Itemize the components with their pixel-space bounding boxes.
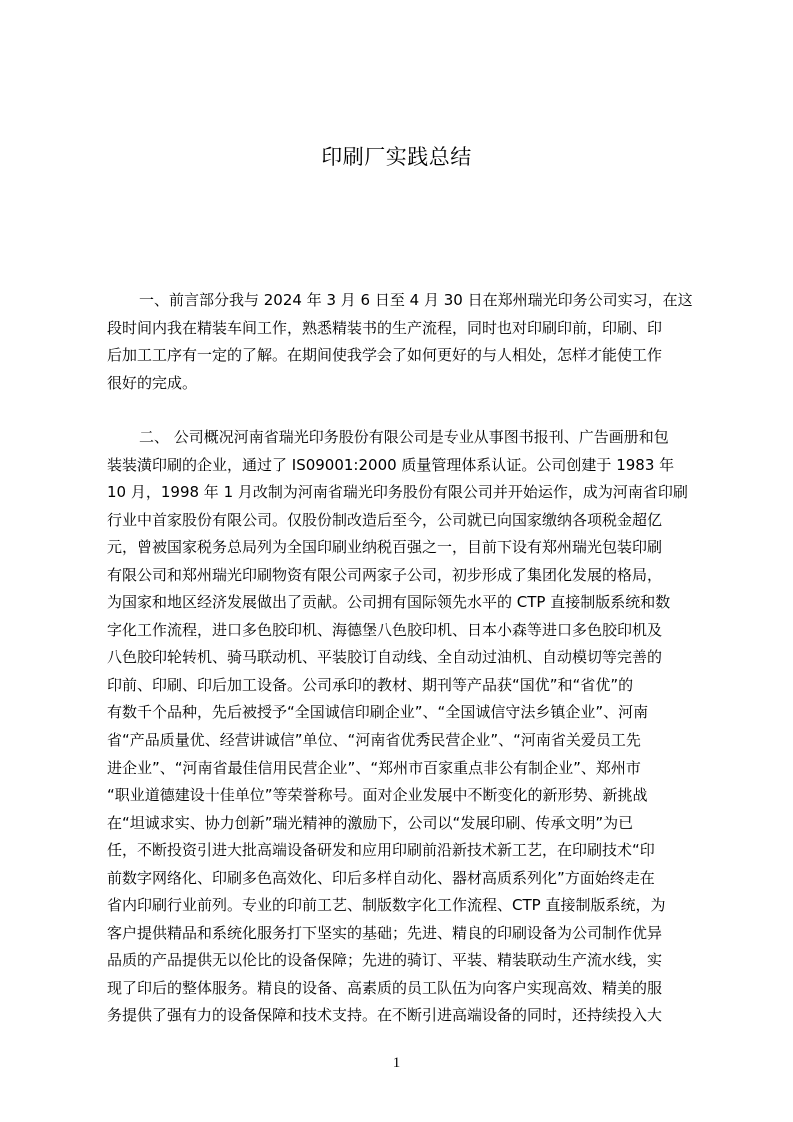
paragraph-line: 省内印刷行业前列。专业的印前工艺、制版数字化工作流程、CTP 直接制版系统，为 [107, 896, 666, 915]
paragraph-line: 省“产品质量优、经营讲诚信”单位、“河南省优秀民营企业”、“河南省关爱员工先 [107, 731, 641, 750]
document-title: 印刷厂实践总结 [321, 145, 472, 169]
paragraph-line: 任，不断投资引进大批高端设备研发和应用印刷前沿新技术新工艺，在印刷技术“印 [107, 841, 655, 860]
paragraph-line: 八色胶印轮转机、骑马联动机、平装胶订自动线、全自动过油机、自动模切等完善的 [107, 648, 663, 667]
paragraph-line: 有限公司和郑州瑞光印刷物资有限公司两家子公司，初步形成了集团化发展的格局， [107, 565, 663, 584]
paragraph-line: 行业中首家股份有限公司。仅股份制改造后至今，公司就已向国家缴纳各项税金超亿 [107, 510, 663, 529]
paragraph-line: 客户提供精品和系统化服务打下坚实的基础；先进、精良的印刷设备为公司制作优异 [107, 923, 663, 942]
page-number: 1 [392, 1055, 401, 1071]
paragraph-line: 很好的完成。 [107, 373, 198, 392]
paragraph-line: 前数字网络化、印刷多色高效化、印后多样自动化、器材高质系列化”方面始终走在 [107, 868, 655, 887]
paragraph-line: 字化工作流程，进口多色胶印机、海德堡八色胶印机、日本小森等进口多色胶印机及 [107, 620, 663, 639]
paragraph-company-overview [107, 424, 707, 1030]
paragraph-line: 在“坦诚求实、协力创新”瑞光精神的激励下，公司以“发展印刷、传承文明”为已 [107, 813, 634, 832]
paragraph-line: 进企业”、“河南省最佳信用民营企业”、“郑州市百家重点非公有制企业”、郑州市 [107, 758, 641, 777]
paragraph-line: 后加工工序有一定的了解。在期间使我学会了如何更好的与人相处，怎样才能使工作 [107, 346, 663, 365]
paragraph-line: 有数千个品种，先后被授予“全国诚信印刷企业”、“全国诚信守法乡镇企业”、河南 [107, 703, 649, 722]
paragraph-line: 品质的产品提供无以伦比的设备保障；先进的骑订、平装、精装联动生产流水线，实 [107, 951, 663, 970]
paragraph-line: “职业道德建设十佳单位”等荣誉称号。面对企业发展中不断变化的新形势、新挑战 [107, 786, 648, 805]
paragraph-line: 元，曾被国家税务总局列为全国印刷业纳税百强之一，目前下设有郑州瑞光包装印刷 [107, 538, 663, 557]
paragraph-line: 二、 公司概况河南省瑞光印务股份有限公司是专业从事图书报刊、广告画册和包 [139, 428, 669, 446]
paragraph-line: 现了印后的整体服务。精良的设备、高素质的员工队伍为向客户实现高效、精美的服 [107, 978, 663, 997]
paragraph-preface [107, 287, 707, 397]
paragraph-line: 为国家和地区经济发展做出了贡献。公司拥有国际领先水平的 CTP 直接制版系统和数 [107, 593, 671, 612]
paragraph-line: 段时间内我在精装车间工作，熟悉精装书的生产流程，同时也对印刷印前，印刷、印 [107, 318, 663, 337]
paragraph-line: 印前、印刷、印后加工设备。公司承印的教材、期刊等产品获“国优”和“省优”的 [107, 675, 634, 694]
paragraph-line: 一、前言部分我与 2024 年 3 月 6 日至 4 月 30 日在郑州瑞光印务公司实习，在这 [139, 291, 693, 309]
paragraph-line: 务提供了强有力的设备保障和技术支持。在不断引进高端设备的同时，还持续投入大 [107, 1006, 663, 1025]
paragraph-line: 10 月，1998 年 1 月改制为河南省瑞光印务股份有限公司并开始运作，成为河南省印刷 [107, 483, 688, 502]
paragraph-line: 装装潢印刷的企业，通过了 IS09001:2000 质量管理体系认证。公司创建于 1983 年 [107, 455, 675, 474]
